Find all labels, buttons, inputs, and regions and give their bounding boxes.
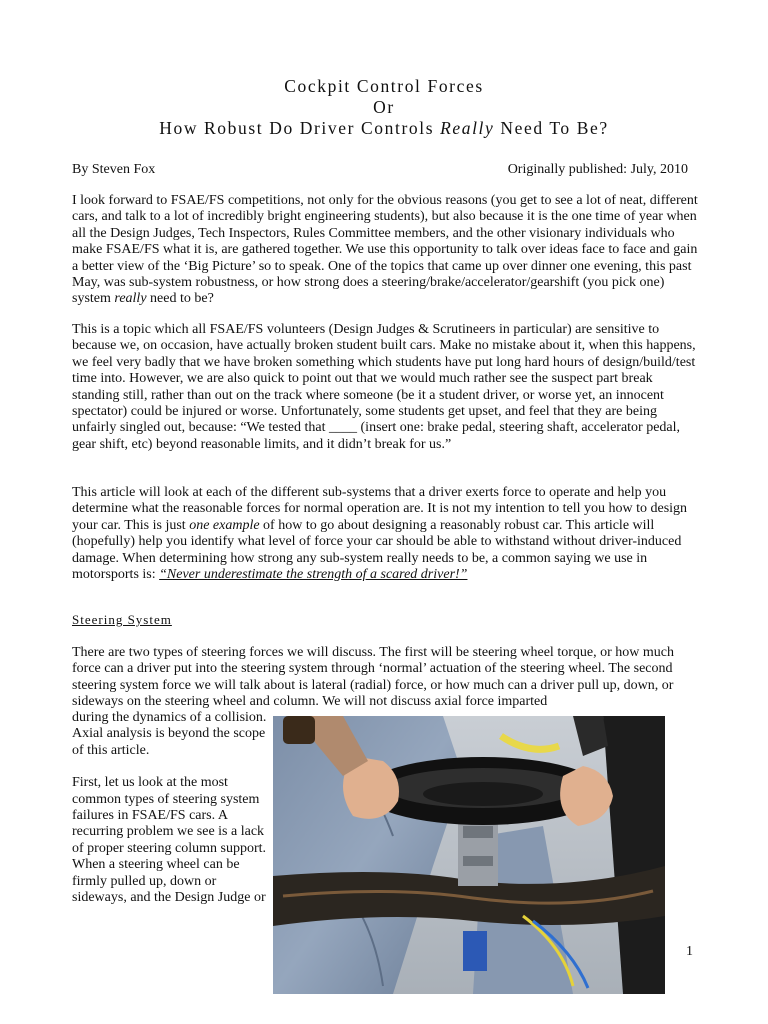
intro-emphasis-one-example: one example (189, 517, 260, 533)
intro-paragraph-3-middle: of how to go about designing a reasonably robust car. This article will (hopefully) help you identify what level of force your car should be able to withstand without driver-induced damage. When determining how strong any sub-system really needs to be, a common saying we use in motorsports is: (72, 517, 682, 583)
steering-column-paragraph-2: First, let us look at the most common types of steering system failures in FSAE/FS cars. A recurring problem we see is a lack of proper steering column support. When a steering wheel can be firmly pulled up, down or sideways, and the Design Judge or (72, 775, 267, 906)
title-line-3 (72, 118, 696, 139)
document-title (72, 76, 696, 139)
intro-paragraph-2: This is a topic which all FSAE/FS volunteers (Design Judges & Scrutineers in particular) are sensitive to because we, on occasion, have actually broken student built cars. Make no mistake about it, when this happens, we feel very badly that we have broken something which students have put long hard hours of design/build/test time into. However, we are also quick to point out that we would much rather see the suspect part break standing still, rather than out on the track where someone (be it a student driver, or worse yet, an innocent spectator) could be injured or worse. Unfortunately, some students get upset, and feel that they are being unfairly singled out, because: “We tested that ____ (insert one: brake pedal, steering shaft, accelerator pedal, gear shift, etc) beyond reasonable limits, and it didn’t break for us.” (72, 322, 696, 452)
title-line-3-start: How Robust Do Driver Controls (159, 118, 441, 138)
steering-wheel-photo (273, 716, 665, 994)
intro-paragraph-1 (72, 193, 700, 308)
steering-left-column (72, 710, 267, 922)
intro-paragraph-3 (72, 485, 700, 583)
page-number: 1 (686, 944, 693, 959)
steering-wheel-illustration (273, 716, 665, 994)
intro-emphasis-really: really (114, 291, 147, 307)
byline (72, 162, 688, 178)
intro-paragraph-1-end: need to be? (146, 291, 214, 307)
steering-column-paragraph-1: during the dynamics of a collision. Axial analysis is beyond the scope of this article. (72, 710, 267, 758)
title-emphasis: Really (440, 118, 495, 138)
steering-paragraph-1: There are two types of steering forces we will discuss. The first will be steering wheel torque, or how much force can a driver put into the steering system through ‘normal’ actuation of the steering wheel. The second steering system force we will talk about is lateral (radial) force, or how much can a driver pull up, down, or sideways on the steering wheel and column. We will not discuss axial force imparted (72, 645, 674, 710)
title-line-2: Or (373, 97, 395, 117)
intro-paragraph-3-start: This article will look at each of the different sub-systems that a driver exerts force to operate and help you determine what the reasonable forces for normal operation are. It is not my intention to tell you how to design your car. This is just (72, 485, 688, 533)
motorsport-quote: “Never underestimate the strength of a scared driver!” (159, 567, 468, 583)
section-heading-steering: Steering System (72, 612, 172, 627)
title-line-3-end: Need To Be? (494, 118, 609, 138)
author-name: By Steven Fox (72, 162, 156, 177)
title-line-1: Cockpit Control Forces (284, 76, 484, 96)
publication-date: Originally published: July, 2010 (507, 162, 688, 177)
intro-paragraph-1-text: I look forward to FSAE/FS competitions, not only for the obvious reasons (you get to see a lot of neat, different cars, and talk to a lot of incredibly bright engineering students), but also because it is the one time of year when all the Design Judges, Tech Inspectors, Rules Committee members, and the other visionary individuals who make FSAE/FS what it is, are gathered together. We use this opportunity to talk over ideas face to face and gain a better view of the ‘Big Picture’ so to speak. One of the topics that came up over dinner one evening, this past May, was sub-system robustness, or how strong does a steering/brake/accelerator/gearshift (you pick one) system (72, 193, 698, 307)
